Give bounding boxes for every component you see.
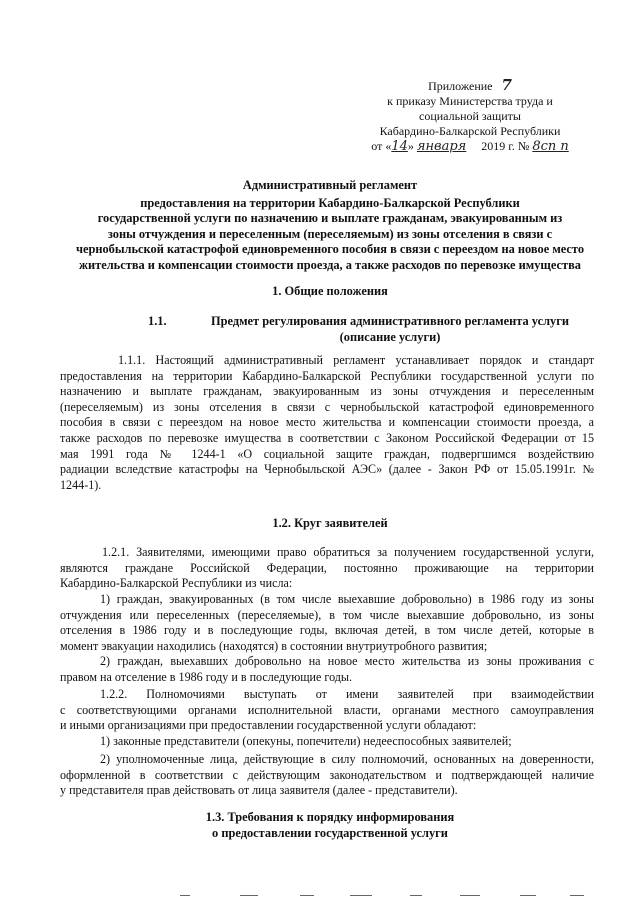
text-line: у представителя прав действовать от лица заявителя (далее - представители). (60, 783, 458, 798)
appendix-line-2: социальной защиты (419, 109, 521, 123)
text-line: отселения в 1986 году и в последующие годы, включая детей, в том числе детей, которые в (60, 623, 594, 638)
appendix-date-line (350, 139, 590, 154)
text-line: 1) законные представители (опекуны, попечители) недееспособных заявителей; (100, 734, 512, 748)
date-month-handwritten: января (416, 139, 467, 154)
text-line: назначению и выплате гражданам, эвакуированным из зоны отчуждения и переселенным (60, 384, 594, 399)
representative-item-1 (60, 734, 594, 750)
text-line: отчуждения или переселенных (переселяемые), в том числе выехавшие добровольно, из зоны (60, 607, 594, 622)
section-1-3-heading-line-2: о предоставлении государственной услуги (212, 825, 448, 840)
title-line: жительства и компенсации стоимости проезда, а также расходов по перевозке имущества (79, 257, 581, 272)
section-1-heading (60, 284, 600, 300)
text-line: 1) граждан, эвакуированных (в том числе выехавшие добровольно) в 1986 году из зоны (100, 592, 594, 606)
appendix-line-3: Кабардино-Балкарской Республики (379, 124, 561, 138)
title-line: предоставления на территории Кабардино-Балкарской Республики (140, 195, 520, 210)
text-line: правом на отселение в 1986 году и в последующие годы. (60, 669, 353, 684)
title-line: зоны отчуждения и переселенным (переселяемым) из зоны отселения в связи с (107, 226, 553, 241)
section-1-3-heading (60, 810, 600, 841)
date-year: 2019 г. № (481, 139, 530, 153)
subsection-1-1-title-line-2: (описание услуги) (339, 329, 441, 344)
text-line: 1244-1). (60, 477, 102, 492)
paragraph-1-1-1 (60, 353, 594, 493)
appendix-line-1: к приказу Министерства труда и (387, 94, 553, 108)
section-1-heading-text: 1. Общие положения (272, 284, 388, 298)
representative-item-2 (60, 752, 594, 799)
eligibility-item-2 (60, 654, 594, 685)
text-line: оформленной в соответствии с действующим законодательством и подтверждающей наличие (60, 767, 594, 782)
date-day-handwritten: 14 (391, 139, 408, 154)
subsection-1-1-title (175, 314, 605, 345)
title-line: чернобыльской катастрофой единовременного пособия в связи с переездом на новое место (75, 242, 585, 257)
appendix-number-handwritten: 7 (501, 76, 512, 94)
date-mid: » (407, 139, 414, 153)
subsection-1-1-number: 1.1. (148, 314, 167, 328)
text-line: предоставления на территории Кабардино-Балкарской Республики государственной услуги по (60, 368, 594, 383)
text-line: 2) уполномоченные лица, действующие в силу полномочий, основанных на доверенности, (100, 752, 594, 766)
text-line: также расходов по перевозке имущества в соответствии с Законом Российской Федерации от 15 (60, 430, 594, 445)
scan-artifacts (180, 895, 600, 898)
paragraph-1-2-1 (60, 545, 594, 592)
title-line: Административный регламент (242, 178, 418, 192)
text-line: пособия в связи с переездом на новое место жительства и компенсации стоимости проезда, а (60, 415, 594, 430)
eligibility-item-1 (60, 592, 594, 654)
regulation-title (60, 178, 600, 274)
section-1-3-heading-line-1: 1.3. Требования к порядку информирования (205, 810, 455, 824)
text-line: и иными организациями при предоставлении государственной услуги обладают: (60, 718, 477, 733)
text-line: (переселяемым) из зоны отселения в связи с чернобыльской катастрофой единовременного (60, 399, 594, 414)
text-line: радиации вследствие катастрофы на Чернобыльской АЭС» (далее - Закон РФ от 15.05.1991г. № (60, 462, 594, 477)
appendix-label: Приложение (428, 79, 493, 93)
text-line: Кабардино-Балкарской Республики из числа: (60, 576, 293, 591)
subsection-1-1-title-line-1: Предмет регулирования административного регламента услуги (210, 314, 570, 328)
order-number-handwritten: 8сп п (532, 139, 569, 154)
paragraph-1-2-2 (60, 687, 594, 734)
section-1-2-heading-text: 1.2. Круг заявителей (272, 516, 388, 530)
date-prefix: от « (371, 139, 392, 153)
text-line: 1.1.1. Настоящий административный регламент устанавливает порядок и стандарт (118, 353, 594, 367)
text-line: 1.2.1. Заявителями, имеющими право обратиться за получением государственной услуги, (102, 545, 594, 559)
section-1-2-heading (60, 516, 600, 532)
title-line: государственной услуги по назначению и выплате гражданам, эвакуированным из (97, 211, 563, 226)
appendix-header (350, 78, 590, 154)
appendix-label-line (350, 78, 590, 94)
text-line: являются граждане Российской Федерации, постоянно проживающие на территории (60, 560, 594, 575)
text-line: 1.2.2. Полномочиями выступать от имени заявителей при взаимодействии (100, 687, 594, 701)
text-line: мая 1991 года № 1244-1 «О социальной защите граждан, подвергшимся воздействию (60, 446, 594, 461)
text-line: с соответствующими органами исполнительной власти, органами местного самоуправления (60, 702, 594, 717)
text-line: момент эвакуации находились (находятся) в состоянии внутриутробного развития; (60, 638, 488, 653)
text-line: 2) граждан, выехавших добровольно на новое место жительства из зоны проживания с (100, 654, 594, 668)
